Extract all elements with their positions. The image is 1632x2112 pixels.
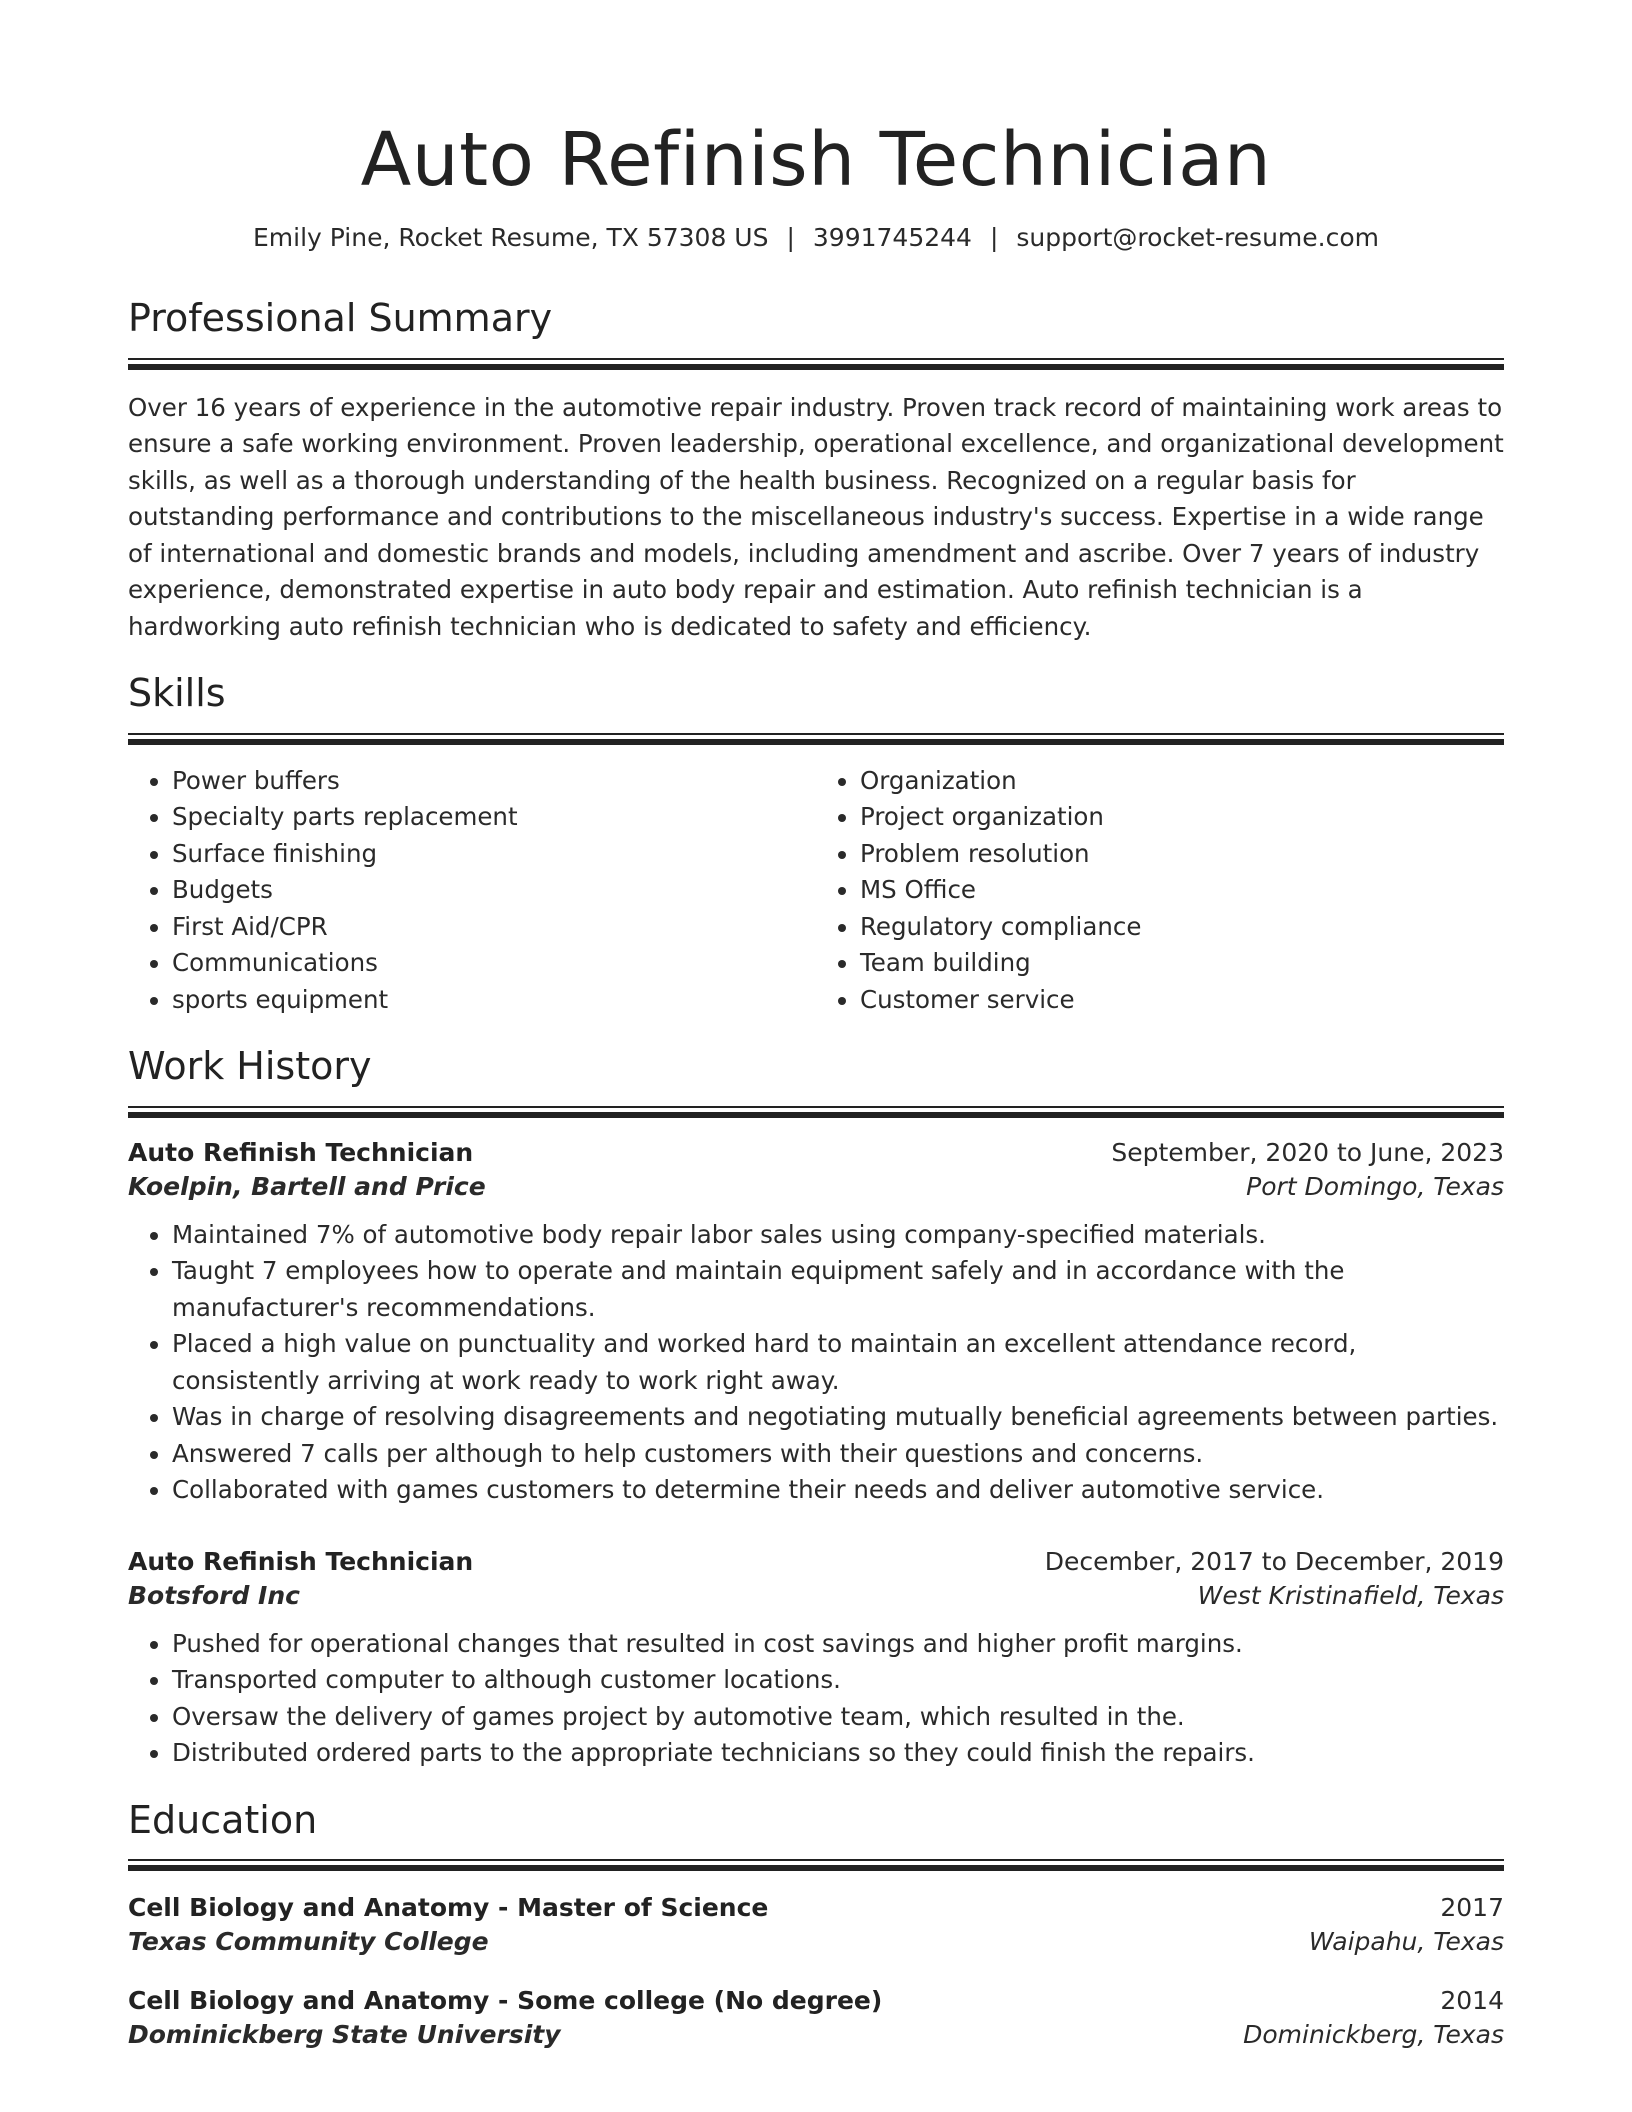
education-degree: Cell Biology and Anatomy - Master of Science: [128, 1893, 769, 1923]
job-bullet: • Pushed for operational changes that resulted in cost savings and higher profit margins.: [172, 1626, 1504, 1663]
section-divider: [128, 1106, 1504, 1118]
job-bullet: • Transported computer to although customer locations.: [172, 1662, 1504, 1699]
job-location: Port Domingo, Texas: [1246, 1171, 1504, 1201]
skill-item: • Team building: [860, 945, 1504, 982]
skill-item: • Regulatory compliance: [860, 909, 1504, 946]
section-divider: [128, 733, 1504, 745]
education-school: Dominickberg State University: [128, 2020, 561, 2050]
education-header-row: [128, 1986, 1504, 2015]
education-year: 2017: [1440, 1893, 1504, 1923]
summary-heading: Professional Summary: [128, 296, 553, 341]
job-bullets: [128, 1217, 1504, 1509]
skill-item: • Problem resolution: [860, 836, 1504, 873]
education-year: 2014: [1440, 1986, 1504, 2016]
education-location: Waipahu, Texas: [1308, 1927, 1504, 1957]
education-degree: Cell Biology and Anatomy - Some college (No degree): [128, 1986, 883, 2016]
skill-item: • Power buffers: [172, 763, 816, 800]
education-location: Dominickberg, Texas: [1243, 2020, 1504, 2050]
skill-item: • First Aid/CPR: [172, 909, 816, 946]
job-company: Koelpin, Bartell and Price: [128, 1171, 486, 1201]
skill-item: • sports equipment: [172, 982, 816, 1019]
skill-item: • MS Office: [860, 872, 1504, 909]
job-bullet: • Maintained 7% of automotive body repair labor sales using company-specified materials.: [172, 1217, 1504, 1254]
skills-columns: [128, 763, 1504, 1019]
summary-text: Over 16 years of experience in the automotive repair industry. Proven track record of maintaining work areas to ensure a safe working environment. Proven leadership, operational excellence, and organizational development skills, as well as a thorough understanding of the health business. Recognized on a regular basis for outstanding performance and contributions to the miscellaneous industry's success. Expertise in a wide range of international and domestic brands and models, including amendment and ascribe. Over 7 years of industry experience, demonstrated expertise in auto body repair and estimation. Auto refinish technician is a hardworking auto refinish technician who is dedicated to safety and efficiency.: [128, 392, 1504, 641]
job-bullet: • Answered 7 calls per although to help customers with their questions and concerns.: [172, 1436, 1504, 1473]
education-entry: [128, 1893, 1504, 1956]
skill-item: • Budgets: [172, 872, 816, 909]
contact-phone: 3991745244: [812, 223, 972, 253]
contact-separator: |: [786, 223, 795, 253]
job-subheader-row: [128, 1576, 1504, 1610]
section-divider: [128, 1859, 1504, 1871]
skills-section: [128, 671, 1504, 1018]
job-entry: [128, 1138, 1504, 1509]
job-dates: September, 2020 to June, 2023: [1111, 1137, 1504, 1167]
work-history-section: [128, 1044, 1504, 1772]
skill-item: • Communications: [172, 945, 816, 982]
skills-list-left: [128, 763, 816, 1019]
contact-address: Emily Pine, Rocket Resume, TX 57308 US: [252, 223, 769, 253]
contact-line: [128, 223, 1504, 252]
skill-item: • Organization: [860, 763, 1504, 800]
contact-separator: |: [989, 223, 999, 253]
job-bullets: [128, 1626, 1504, 1772]
education-section: [128, 1798, 1504, 2050]
job-entry: [128, 1547, 1504, 1772]
job-bullet: • Distributed ordered parts to the appropriate technicians so they could finish the repairs.: [172, 1735, 1504, 1772]
skill-item: • Specialty parts replacement: [172, 799, 816, 836]
work-history-heading: Work History: [128, 1044, 372, 1089]
job-header-row: [128, 1138, 1504, 1167]
job-bullet: • Placed a high value on punctuality and worked hard to maintain an excellent attendance record, consistently arriving at work ready to work right away.: [172, 1326, 1504, 1399]
job-bullet: • Oversaw the delivery of games project by automotive team, which resulted in the.: [172, 1699, 1504, 1736]
job-dates: December, 2017 to December, 2019: [1044, 1546, 1504, 1576]
skill-item: • Surface finishing: [172, 836, 816, 873]
education-school: Texas Community College: [128, 1927, 489, 1957]
skill-item: • Project organization: [860, 799, 1504, 836]
education-heading: Education: [128, 1797, 318, 1842]
skill-item: • Customer service: [860, 982, 1504, 1019]
resume-title: Auto Refinish Technician: [360, 117, 1272, 203]
summary-section: [128, 296, 1504, 645]
job-bullet: • Taught 7 employees how to operate and maintain equipment safely and in accordance with the manufacturer's recommendations.: [172, 1253, 1504, 1326]
skills-list-right: [816, 763, 1504, 1019]
education-subheader-row: [128, 1922, 1504, 1956]
job-bullet: • Collaborated with games customers to determine their needs and deliver automotive service.: [172, 1472, 1504, 1509]
education-header-row: [128, 1893, 1504, 1922]
job-location: West Kristinafield, Texas: [1197, 1580, 1504, 1610]
job-bullet: • Was in charge of resolving disagreements and negotiating mutually beneficial agreements between parties.: [172, 1399, 1504, 1436]
education-entry: [128, 1986, 1504, 2049]
education-subheader-row: [128, 2015, 1504, 2049]
job-role: Auto Refinish Technician: [128, 1546, 474, 1576]
job-company: Botsford Inc: [128, 1580, 300, 1610]
section-divider: [128, 358, 1504, 370]
job-role: Auto Refinish Technician: [128, 1137, 474, 1167]
job-subheader-row: [128, 1167, 1504, 1201]
skills-heading: Skills: [128, 671, 226, 716]
job-header-row: [128, 1547, 1504, 1576]
contact-email: support@rocket-resume.com: [1016, 223, 1380, 253]
